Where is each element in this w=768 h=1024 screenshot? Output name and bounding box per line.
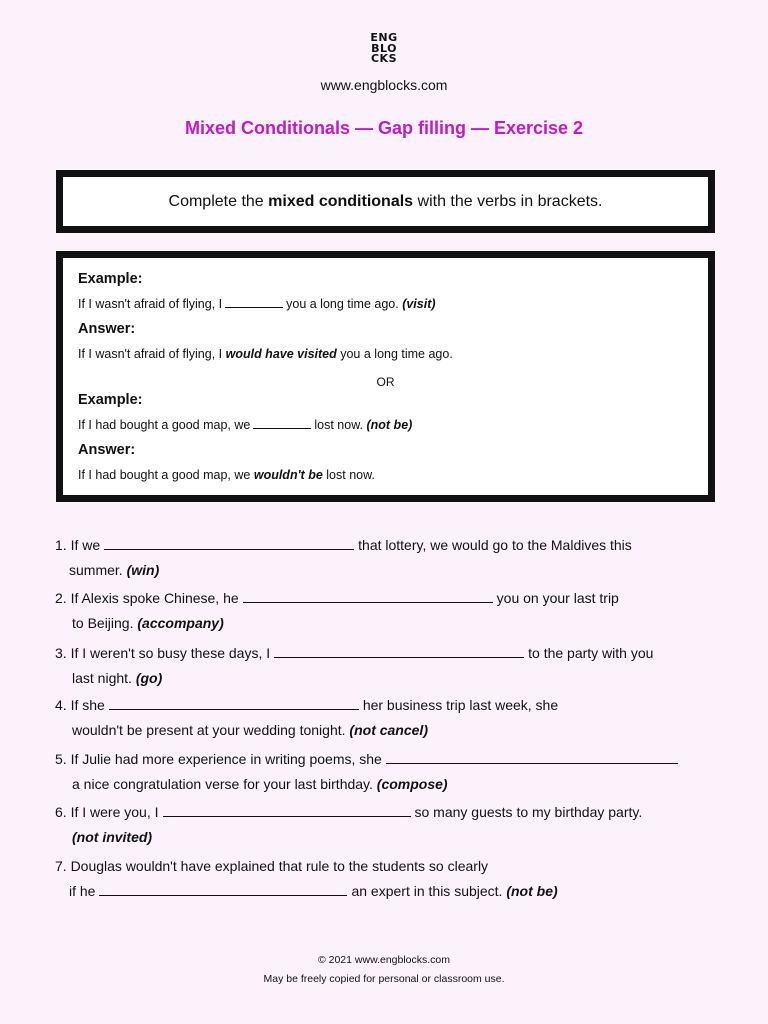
verb-cue: (go) <box>135 670 163 686</box>
verb-cue: (win) <box>126 562 160 578</box>
item-text: you on your last trip <box>496 590 619 606</box>
item-text: 5. If Julie had more experience in writing poems, she <box>55 751 382 767</box>
item-text: 2. If Alexis spoke Chinese, he <box>55 590 239 606</box>
item-text: 4. If she <box>55 697 105 713</box>
instructions-bold: mixed conditionals <box>268 192 414 210</box>
engblocks-logo <box>369 33 399 65</box>
exercise-item-4 <box>55 697 558 713</box>
item-text: wouldn't be present at your wedding tonight. <box>72 722 346 738</box>
logo-line: BLO <box>371 41 397 55</box>
verb-cue: (not cancel) <box>349 722 428 738</box>
example-text: If I wasn't afraid of flying, I <box>78 297 223 311</box>
example-heading: Example: <box>78 271 143 287</box>
item-text: 3. If I weren't so busy these days, I <box>55 645 271 661</box>
answer-highlight: would have visited <box>225 347 337 361</box>
exercise-item-5 <box>55 751 682 767</box>
example-question <box>78 418 693 432</box>
answer-gap-4[interactable] <box>109 708 359 710</box>
item-text: summer. <box>69 562 123 578</box>
exercise-item-3-cont <box>72 670 162 686</box>
exercise-item-6 <box>55 804 642 820</box>
item-text: 6. If I were you, I <box>55 804 159 820</box>
logo-line: CKS <box>370 52 398 65</box>
verb-cue: (accompany) <box>137 615 224 631</box>
answer-text: lost now. <box>326 468 375 482</box>
verb-cue: (not be) <box>506 883 558 899</box>
item-text: last night. <box>72 670 132 686</box>
example-cue: (not be) <box>366 418 413 432</box>
answer-highlight: wouldn't be <box>253 468 323 482</box>
answer-gap-3[interactable] <box>274 656 524 658</box>
logo-line: ENG <box>370 31 398 44</box>
example-text: lost now. <box>314 418 363 432</box>
example-question <box>78 297 693 311</box>
exercise-item-1 <box>55 537 632 553</box>
verb-cue: (not invited) <box>72 829 153 845</box>
example-answer <box>78 347 693 361</box>
site-url: www.engblocks.com <box>320 77 448 93</box>
item-text: if he <box>69 883 96 899</box>
exercise-item-2 <box>55 590 619 606</box>
exercise-item-1-cont <box>69 562 159 578</box>
exercise-item-5-cont <box>72 776 448 792</box>
item-text: to the party with you <box>528 645 654 661</box>
examples-box <box>56 251 715 502</box>
example-text: you a long time ago. <box>286 297 399 311</box>
answer-text: If I wasn't afraid of flying, I <box>78 347 223 361</box>
answer-heading: Answer: <box>78 442 136 458</box>
answer-heading: Answer: <box>78 321 136 337</box>
example-blank <box>253 427 311 429</box>
example-heading: Example: <box>78 392 143 408</box>
instructions-prefix: Complete the <box>168 192 264 210</box>
item-text: so many guests to my birthday party. <box>414 804 643 820</box>
instructions-suffix: with the verbs in brackets. <box>417 192 603 210</box>
example-text: If I had bought a good map, we <box>78 418 251 432</box>
exercise-item-7 <box>55 858 488 874</box>
answer-gap-2[interactable] <box>243 601 493 603</box>
answer-gap-6[interactable] <box>163 815 411 817</box>
exercise-item-2-cont <box>72 615 224 631</box>
item-text: her business trip last week, she <box>362 697 559 713</box>
item-text: 1. If we <box>55 537 101 553</box>
item-text: 7. Douglas wouldn't have explained that rule to the students so clearly <box>55 858 489 874</box>
or-separator: OR <box>376 375 395 389</box>
exercise-item-6-cont <box>72 829 152 845</box>
page-title: Mixed Conditionals — Gap filling — Exercise 2 <box>184 118 584 138</box>
footer-note: May be freely copied for personal or classroom use. <box>263 973 505 985</box>
example-answer <box>78 468 693 482</box>
item-text: to Beijing. <box>72 615 134 631</box>
verb-cue: (compose) <box>376 776 448 792</box>
item-text: an expert in this subject. <box>351 883 503 899</box>
answer-gap-7[interactable] <box>99 894 347 896</box>
example-blank <box>225 306 283 308</box>
instructions-box <box>56 170 715 233</box>
exercise-item-3 <box>55 645 653 661</box>
item-text: that lottery, we would go to the Maldives this <box>358 537 632 553</box>
exercise-item-7-cont <box>69 883 558 899</box>
example-cue: (visit) <box>402 297 436 311</box>
footer-copyright: © 2021 www.engblocks.com <box>317 954 451 966</box>
answer-gap-1[interactable] <box>104 548 354 550</box>
answer-gap-5[interactable] <box>386 762 678 764</box>
answer-text: If I had bought a good map, we <box>78 468 251 482</box>
exercise-item-4-cont <box>72 722 428 738</box>
item-text: a nice congratulation verse for your last birthday. <box>72 776 373 792</box>
answer-text: you a long time ago. <box>340 347 453 361</box>
